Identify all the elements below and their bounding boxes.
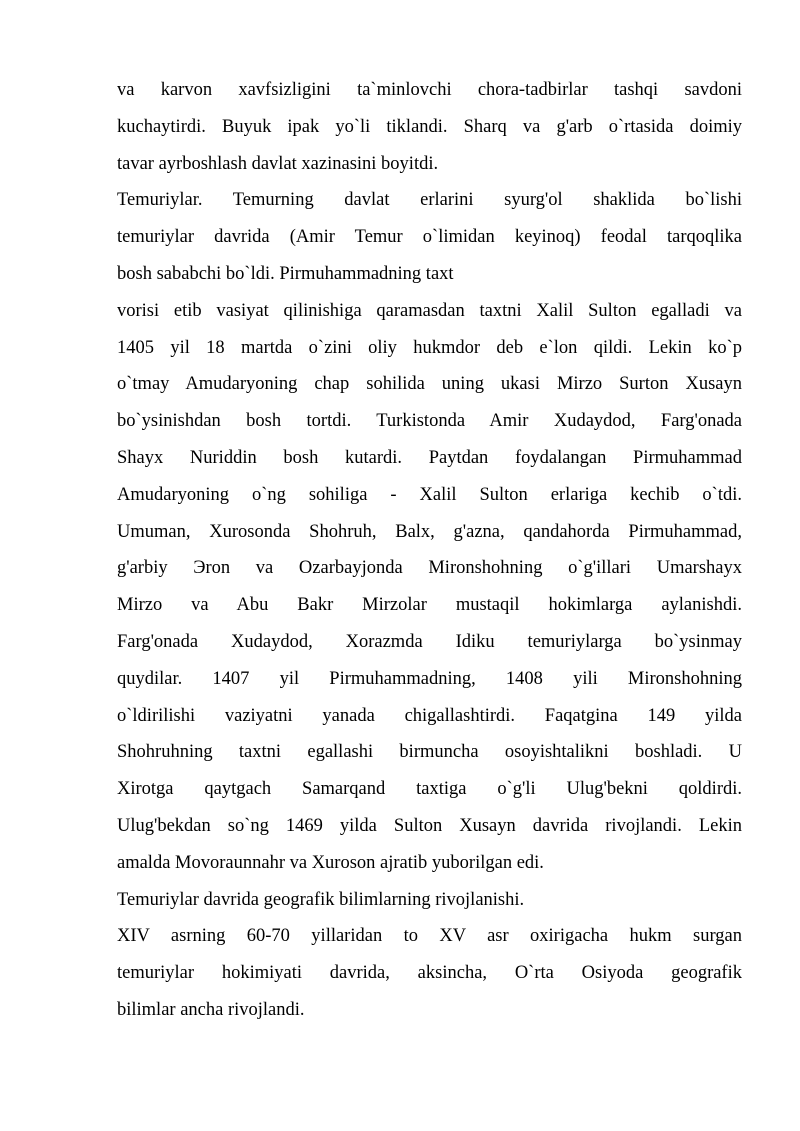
text-line: Xirotga qaytgach Samarqand taxtiga o`g'li Ulug'bekni qoldirdi. xyxy=(117,779,742,800)
text-line: vorisi etib vasiyat qilinishiga qaramasdan taxtni Xalil Sulton egalladi va xyxy=(117,300,742,321)
text-line: kuchaytirdi. Buyuk ipak yo`li tiklandi. Sharq va g'arb o`rtasida doimiy xyxy=(117,116,742,137)
text-line: Umuman, Xurosonda Shohruh, Balx, g'azna, qandahorda Pirmuhammad, xyxy=(117,521,742,542)
text-line: temuriylar davrida (Amir Temur o`limidan keyinoq) feodal tarqoqlika xyxy=(117,227,742,248)
text-line: Mirzo va Abu Bakr Mirzolar mustaqil hokimlarga aylanishdi. xyxy=(117,595,742,616)
text-line: g'arbiy Эron va Ozarbayjonda Mironshohning o`g'illari Umarshayx xyxy=(117,558,742,579)
text-line: Amudaryoning o`ng sohiliga - Xalil Sulton erlariga kechib o`tdi. xyxy=(117,484,742,505)
text-line: Ulug'bekdan so`ng 1469 yilda Sulton Xusayn davrida rivojlandi. Lekin xyxy=(117,815,742,836)
text-line: o`ldirilishi vaziyatni yanada chigallashtirdi. Faqatgina 149 yilda xyxy=(117,705,742,726)
text-line: 1405 yil 18 martda o`zini oliy hukmdor deb e`lon qildi. Lekin ko`p xyxy=(117,337,742,358)
text-line: XIV asrning 60-70 yillaridan to XV asr oxirigacha hukm surgan xyxy=(117,926,742,947)
text-line: amalda Movoraunnahr va Xuroson ajratib yuborilgan edi. xyxy=(117,852,544,873)
text-line: bosh sababchi bo`ldi. Pirmuhammadning taxt xyxy=(117,263,454,284)
text-line: Temuriylar. Temurning davlat erlarini syurg'ol shaklida bo`lishi xyxy=(117,190,742,211)
text-line: o`tmay Amudaryoning chap sohilida uning ukasi Mirzo Surton Xusayn xyxy=(117,374,742,395)
text-line: bo`ysinishdan bosh tortdi. Turkistonda Amir Xudaydod, Farg'onada xyxy=(117,411,742,432)
text-line: Shayx Nuriddin bosh kutardi. Paytdan foydalangan Pirmuhammad xyxy=(117,447,742,468)
document-page xyxy=(117,72,742,1029)
text-line: Farg'onada Xudaydod, Xorazmda Idiku temuriylarga bo`ysinmay xyxy=(117,631,742,652)
text-line: Shohruhning taxtni egallashi birmuncha osoyishtalikni boshladi. U xyxy=(117,742,742,763)
text-line: tavar ayrboshlash davlat xazinasini boyitdi. xyxy=(117,153,439,174)
text-line: va karvon xavfsizligini ta`minlovchi chora-tadbirlar tashqi savdoni xyxy=(117,80,742,100)
text-line: temuriylar hokimiyati davrida, aksincha, O`rta Osiyoda geografik xyxy=(117,963,742,984)
section-heading: Temuriylar davrida geografik bilimlarning rivojlanishi. xyxy=(117,889,525,910)
text-line: quydilar. 1407 yil Pirmuhammadning, 1408 yili Mironshohning xyxy=(117,668,742,689)
text-line: bilimlar ancha rivojlandi. xyxy=(117,999,305,1020)
